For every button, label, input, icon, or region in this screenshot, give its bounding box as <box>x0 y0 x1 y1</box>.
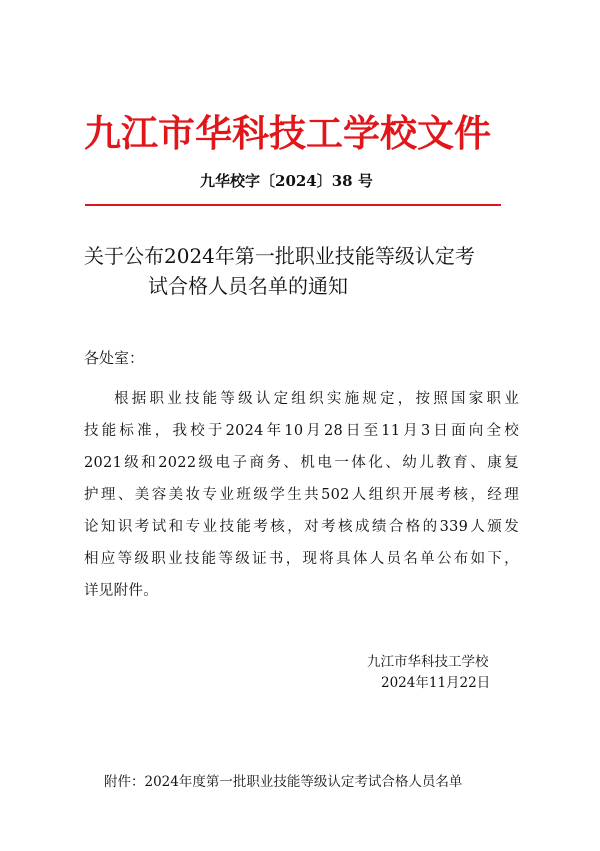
salutation: 各处室： <box>84 349 145 367</box>
signature-date: 2024年11月22日 <box>381 675 491 691</box>
organization-title: 九江市华科技工学校文件 <box>84 111 491 155</box>
notice-body <box>84 383 519 607</box>
notice-title-line-2: 试合格人员名单的通知 <box>148 274 348 298</box>
body-line: 详见附件。 <box>84 583 158 599</box>
attachment-note: 附件：2024年度第一批职业技能等级认定考试合格人员名单 <box>104 774 463 790</box>
notice-title <box>84 241 524 301</box>
body-line: 2021级和2022级电子商务、机电一体化、幼儿教育、康复 <box>84 455 519 471</box>
body-line: 根据职业技能等级认定组织实施规定，按照国家职业 <box>114 391 519 407</box>
header-red-divider <box>85 204 501 206</box>
body-line: 技能标准，我校于2024年10月28日至11月3日面向全校 <box>84 423 519 439</box>
body-line: 相应等级职业技能等级证书，现将具体人员名单公布如下， <box>84 551 519 567</box>
notice-title-line-1: 关于公布2024年第一批职业技能等级认定考 <box>84 244 475 268</box>
body-line: 论知识考试和专业技能考核，对考核成绩合格的339人颁发 <box>84 519 519 535</box>
signature-organization: 九江市华科技工学校 <box>367 654 489 670</box>
document-number: 九华校字〔2024〕38 号 <box>200 172 373 190</box>
body-line: 护理、美容美妆专业班级学生共502人组织开展考核，经理 <box>84 487 519 503</box>
